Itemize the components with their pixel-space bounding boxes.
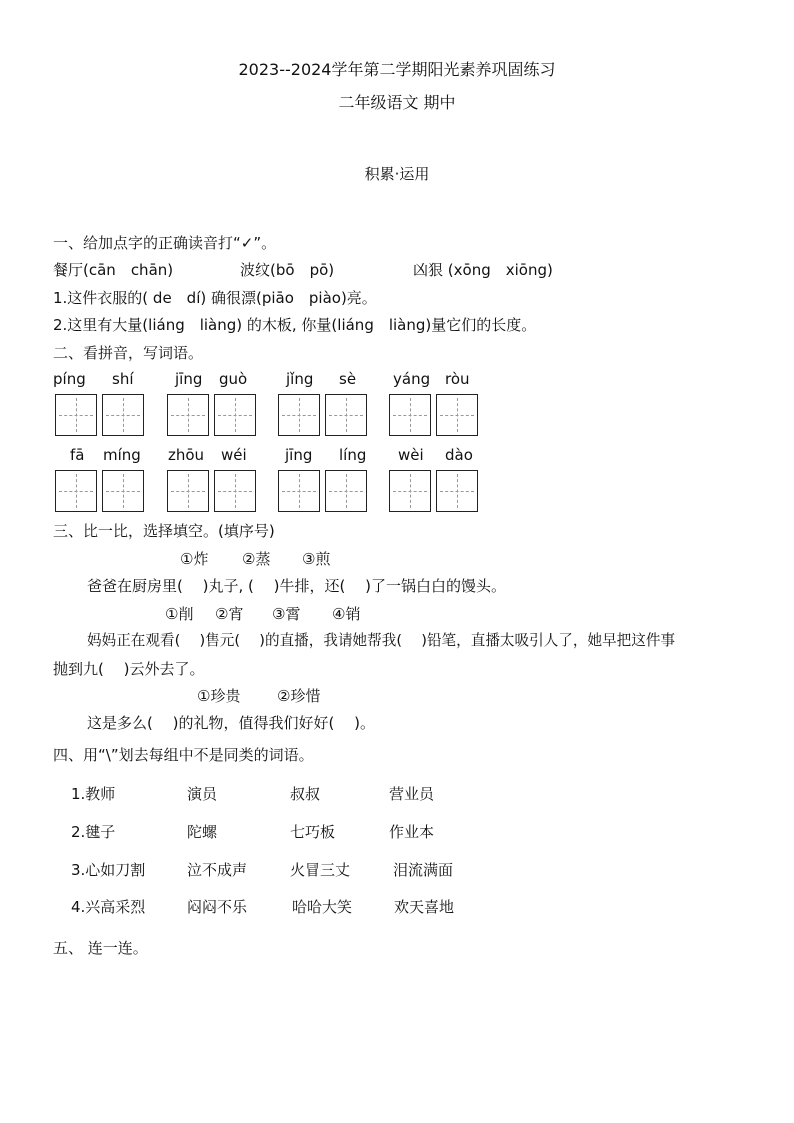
- q3-group1-option: ①炸: [180, 550, 209, 568]
- pinyin: wèi: [398, 446, 424, 464]
- pinyin: fā: [70, 446, 85, 464]
- pinyin: ròu: [445, 370, 470, 388]
- pinyin: píng: [53, 370, 86, 388]
- q4-word: 七巧板: [290, 823, 336, 841]
- q1-item-3-options: (xōng xiōng): [447, 261, 553, 279]
- q1-item-1-word: 餐厅: [53, 261, 84, 279]
- writing-box[interactable]: [55, 394, 97, 436]
- q1-item-1-options: (cān chān): [83, 261, 174, 279]
- writing-box[interactable]: [278, 470, 320, 512]
- writing-box[interactable]: [102, 394, 144, 436]
- q3-heading: 三、比一比，选择填空。(填序号): [53, 522, 275, 540]
- q3-group2-option: ①削: [165, 605, 194, 623]
- q4-word: 作业本: [389, 823, 435, 841]
- pinyin: dào: [445, 446, 473, 464]
- pinyin: guò: [219, 370, 248, 388]
- q4-heading: 四、用“\”划去每组中不是同类的词语。: [53, 746, 314, 764]
- section-title: 积累·运用: [364, 165, 430, 183]
- writing-box[interactable]: [436, 394, 478, 436]
- writing-box[interactable]: [278, 394, 320, 436]
- q1-item-3-word: 凶狠: [413, 261, 444, 279]
- writing-box[interactable]: [167, 394, 209, 436]
- q4-word: 泪流满面: [393, 861, 454, 879]
- q4-word: 叔叔: [290, 785, 321, 803]
- q3-group1-option: ③煎: [302, 550, 331, 568]
- q4-word: 陀螺: [187, 823, 218, 841]
- q4-word: 营业员: [389, 785, 435, 803]
- pinyin: jǐng: [286, 370, 314, 388]
- q4-word: 4.兴高采烈: [71, 898, 146, 916]
- pinyin: líng: [339, 446, 367, 464]
- writing-box[interactable]: [102, 470, 144, 512]
- q4-word: 哈哈大笑: [292, 898, 353, 916]
- q1-item-2: [240, 260, 334, 280]
- q1-item-2-options: (bō pō): [270, 261, 335, 279]
- writing-box[interactable]: [325, 394, 367, 436]
- q1-sentence-1: 1.这件衣服的( de dí) 确很漂(piāo piào)亮。: [53, 289, 377, 307]
- q3-group3-option: ②珍惜: [277, 687, 321, 705]
- pinyin: míng: [103, 446, 141, 464]
- q4-word: 2.毽子: [71, 823, 116, 841]
- document-subtitle: 二年级语文 期中: [338, 93, 456, 112]
- q3-group3-sentence: 这是多么( )的礼物，值得我们好好( )。: [87, 714, 375, 732]
- writing-box[interactable]: [167, 470, 209, 512]
- q4-word: 火冒三丈: [290, 861, 351, 879]
- writing-box[interactable]: [389, 394, 431, 436]
- q4-word: 演员: [187, 785, 218, 803]
- pinyin: jīng: [175, 370, 203, 388]
- pinyin: wéi: [221, 446, 247, 464]
- writing-box[interactable]: [325, 470, 367, 512]
- writing-box[interactable]: [214, 394, 256, 436]
- q1-heading: 一、给加点字的正确读音打“✓”。: [53, 234, 277, 252]
- q3-group2-option: ②宵: [215, 605, 244, 623]
- pinyin: shí: [112, 370, 134, 388]
- q1-item-3: [413, 260, 553, 280]
- pinyin: jīng: [285, 446, 313, 464]
- q1-item-2-word: 波纹: [240, 261, 271, 279]
- q3-group3-option: ①珍贵: [197, 687, 241, 705]
- q2-heading: 二、看拼音，写词语。: [53, 344, 204, 362]
- q3-group2-option: ④销: [332, 605, 361, 623]
- q4-word: 闷闷不乐: [187, 898, 248, 916]
- pinyin: yáng: [393, 370, 431, 388]
- pinyin: zhōu: [168, 446, 205, 464]
- writing-box[interactable]: [55, 470, 97, 512]
- document-title: 2023--2024学年第二学期阳光素养巩固练习: [238, 60, 556, 79]
- writing-box[interactable]: [389, 470, 431, 512]
- q3-group2-sentence: 妈妈正在观看( )售元( )的直播，我请她帮我( )铅笔，直播太吸引人了，她早把这件事: [87, 632, 676, 649]
- q1-sentence-2: 2.这里有大量(liáng liàng) 的木板, 你量(liáng liàng)量它们的长度。: [53, 316, 537, 334]
- q3-group2-sentence-cont: 抛到九( )云外去了。: [53, 660, 205, 678]
- q3-group2-option: ③霄: [272, 605, 301, 623]
- q4-word: 欢天喜地: [394, 898, 455, 916]
- q4-word: 1.教师: [71, 785, 116, 803]
- q3-group1-sentence: 爸爸在厨房里( )丸子, ( )牛排，还( )了一锅白白的馒头。: [87, 577, 506, 595]
- writing-box[interactable]: [436, 470, 478, 512]
- q3-group1-option: ②蒸: [242, 550, 271, 568]
- writing-box[interactable]: [214, 470, 256, 512]
- q4-word: 3.心如刀割: [71, 861, 146, 879]
- q4-word: 泣不成声: [187, 861, 248, 879]
- pinyin: sè: [339, 370, 357, 388]
- q5-heading: 五、 连一连。: [53, 939, 148, 957]
- q1-item-1: [53, 260, 173, 280]
